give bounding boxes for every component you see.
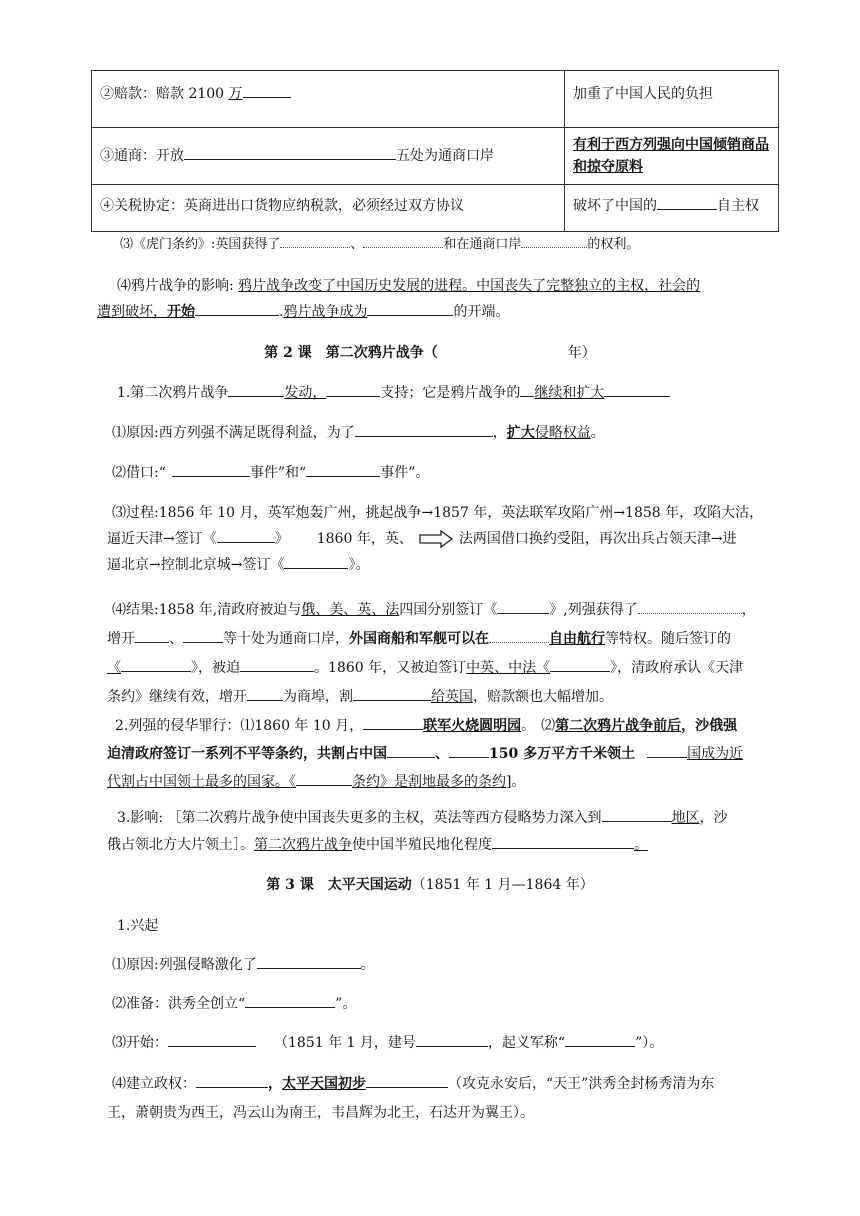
text-segment: 第二次鸦片战争 — [254, 837, 352, 853]
text-segment: 1860 年，英、 — [316, 531, 413, 547]
fill-blank[interactable] — [121, 657, 191, 672]
fill-blank[interactable] — [497, 599, 549, 614]
fill-blank[interactable] — [353, 686, 431, 701]
text-segment: 俄占领北方大片领土］。 — [107, 837, 254, 853]
text-segment: 、 — [435, 746, 449, 762]
treaty-table — [91, 70, 779, 232]
fill-blank[interactable] — [657, 195, 717, 210]
fill-blank[interactable] — [387, 743, 435, 758]
cell-text: 加重了中国人民的负担 — [573, 86, 713, 102]
fill-blank[interactable] — [280, 234, 350, 248]
text-segment: 为商埠，割 — [283, 689, 353, 705]
fill-blank[interactable] — [604, 382, 670, 397]
text-segment: 》，被迫 — [191, 660, 240, 676]
text-segment: 发动， — [284, 385, 327, 401]
text-segment: ⑶《虎门条约》:英国获得了 — [120, 237, 281, 252]
text-segment: 事件”和“ — [249, 465, 307, 481]
table-cell — [565, 128, 779, 185]
text-segment: ， — [492, 425, 507, 441]
text-segment: 联军火烧圆明园 — [423, 718, 522, 734]
fill-blank[interactable] — [363, 234, 443, 248]
text-segment: 等十处为通商口岸， — [223, 631, 349, 647]
table-row — [92, 185, 779, 232]
text-segment: 太平天国初步 — [282, 1076, 366, 1092]
text-segment: 代割占中国领土最多的国家。《 — [107, 774, 296, 790]
table-row — [92, 71, 779, 128]
text-segment: 第 2 课 第二次鸦片战争（ — [264, 345, 438, 361]
text-segment: 。1860 年，又被迫签订 — [314, 660, 467, 676]
fill-blank[interactable] — [245, 993, 335, 1008]
fill-blank[interactable] — [520, 382, 534, 397]
right-arrow-icon — [419, 530, 453, 548]
text-segment: 增开 — [107, 631, 135, 647]
text-segment: 的开端。 — [453, 304, 510, 320]
lesson3-rise: 1.兴起 — [117, 918, 159, 934]
text-segment: ⑷建立政权： — [112, 1076, 196, 1092]
lesson-3-title — [0, 874, 860, 894]
lesson-2-title — [0, 342, 860, 362]
text-segment: 四国分别签订《 — [399, 602, 498, 618]
text-segment: 。 — [634, 837, 648, 853]
fill-blank[interactable] — [565, 1032, 635, 1047]
text-segment: 事件”。 — [380, 465, 430, 481]
text-segment: 鸦片战争成为 — [283, 304, 368, 320]
text-segment: 条约》继续有效，增开 — [107, 689, 247, 705]
fill-blank[interactable] — [257, 954, 361, 969]
text-segment: ，沙俄强 — [681, 718, 738, 734]
text-segment: 年） — [567, 345, 596, 361]
text-segment: 1.第二次鸦片战争 — [117, 385, 229, 401]
lesson2-result — [107, 596, 780, 712]
cell-text: ②赔款：赔款 2100 — [100, 86, 229, 102]
fill-blank[interactable] — [217, 528, 275, 543]
text-segment: 地区 — [671, 810, 700, 826]
text-segment: ，沙 — [699, 810, 728, 826]
text-segment: 中英、中法 — [466, 660, 537, 676]
text-segment: （攻克永安后，“天王”洪秀全封杨秀清为东 — [448, 1076, 715, 1092]
cell-text: 破坏了中国的 — [573, 198, 657, 214]
text-segment: 扩大 — [506, 425, 535, 441]
text-segment: . — [279, 304, 284, 320]
text-segment: 俄、美、英、法 — [301, 602, 400, 618]
cell-underlined-text: 万 — [228, 86, 243, 102]
text-segment: ⑵借口:“ — [112, 465, 166, 481]
fill-blank[interactable] — [284, 554, 348, 569]
text-segment: 《 — [536, 660, 551, 676]
text-segment: ⑴原因:西方列强不满足既得利益，为了 — [112, 425, 355, 441]
text-segment: 。 — [590, 425, 605, 441]
fill-blank[interactable] — [449, 743, 489, 758]
text-segment: ]。 — [506, 774, 526, 790]
text-segment: ”）。 — [635, 1035, 664, 1051]
text-segment: 第 3 课 太平天国运动 — [266, 877, 412, 893]
text-segment: 、 — [169, 631, 183, 647]
table-cell — [92, 71, 565, 128]
table-cell — [565, 71, 779, 128]
text-segment: 国成为近 — [687, 746, 744, 762]
text-segment: ⑶过程:1856 年 10 月，英军炮轰广州，挑起战争→1857 年，英法联军攻陷广州→1858 年，攻陷大沽， — [112, 505, 764, 521]
fill-blank[interactable] — [638, 599, 742, 614]
lesson2-impact — [107, 805, 780, 859]
table-cell — [92, 185, 565, 232]
lesson2-cause — [112, 420, 780, 446]
text-segment: 的权利。 — [587, 237, 640, 252]
fill-blank[interactable] — [228, 382, 284, 397]
cell-text: ③通商：开放 — [100, 148, 184, 164]
text-segment: 。 — [521, 718, 536, 734]
fill-blank[interactable] — [521, 234, 587, 248]
fill-blank[interactable] — [416, 1032, 488, 1047]
fill-blank[interactable] — [247, 686, 283, 701]
text-segment: ⑷结果:1858 年,清政府被迫与 — [112, 602, 302, 618]
lesson3-cause — [112, 952, 780, 978]
text-segment: 开始 — [167, 304, 195, 320]
text-segment: 条约》是割地最多的条约 — [352, 774, 506, 790]
fill-blank[interactable] — [296, 771, 352, 786]
cell-text: ④关税协定：英商进出口货物应纳税款，必须经过双方协议 — [100, 198, 464, 214]
text-segment: 第二次鸦片战争前后 — [555, 718, 682, 734]
fill-blank[interactable] — [367, 301, 453, 316]
cell-text: 自主权 — [717, 198, 759, 214]
text-segment: ⑷鸦片战争的影响: — [117, 278, 239, 294]
text-segment: 使中国半殖民地化程度 — [352, 837, 492, 853]
fill-blank[interactable] — [243, 83, 291, 98]
fill-blank[interactable] — [306, 462, 380, 477]
text-segment: 给英国 — [431, 689, 473, 705]
text-segment: ⑴原因:列强侵略激化了 — [112, 957, 257, 973]
opium-war-impact — [97, 273, 780, 325]
text-segment: 。 — [360, 957, 375, 973]
fill-blank[interactable] — [135, 628, 169, 643]
text-segment: ⑵ — [541, 718, 556, 734]
fill-blank[interactable] — [196, 1073, 268, 1088]
fill-blank[interactable] — [550, 657, 610, 672]
text-segment: 《 — [107, 660, 121, 676]
table-cell — [565, 185, 779, 232]
fill-blank[interactable] — [184, 145, 396, 160]
text-segment: 遭到破坏， — [97, 304, 167, 320]
text-segment: 》。 — [348, 557, 370, 573]
fill-blank[interactable] — [183, 628, 223, 643]
text-segment: 》 — [274, 531, 289, 547]
cell-text: 有利于西方列强向中国倾销商品和掠夺原料 — [573, 137, 769, 175]
text-segment: 外国商船和军舰可以在 — [349, 631, 489, 647]
fill-blank[interactable] — [168, 1032, 256, 1047]
fill-blank[interactable] — [355, 422, 493, 437]
text-segment: ， — [268, 1076, 282, 1092]
fill-blank[interactable] — [172, 462, 250, 477]
cell-text: 五处为通商口岸 — [396, 148, 494, 164]
text-segment: ，起义军称“ — [487, 1035, 566, 1051]
fill-blank[interactable] — [363, 715, 423, 730]
text-segment: 逼北京→控制北京城→签订《 — [107, 557, 285, 573]
text-segment: （1851 年 1 月，建号 — [274, 1035, 416, 1051]
lesson2-process — [107, 500, 780, 578]
text-segment: 和在通商口岸 — [443, 237, 522, 252]
lesson2-crimes — [107, 712, 780, 796]
text-segment: ⑵准备：洪秀全创立“ — [112, 996, 246, 1012]
text-segment: （1851 年 1 月—1864 年） — [411, 877, 594, 893]
fill-blank[interactable] — [240, 657, 314, 672]
text-segment: ，赔款额也大幅增加。 — [473, 689, 613, 705]
fill-blank[interactable] — [195, 301, 279, 316]
text-segment: 继续和扩大 — [534, 385, 605, 401]
text-segment: 自由航行 — [549, 631, 605, 647]
fill-blank[interactable] — [602, 807, 672, 822]
text-segment: 支持；它是鸦片战争的 — [380, 385, 521, 401]
text-segment: 法两国借口换约受阻，再次出兵占领天津→进 — [458, 531, 737, 547]
text-segment: ， — [741, 602, 756, 618]
humen-treaty-line — [120, 232, 788, 258]
fill-blank[interactable] — [647, 743, 687, 758]
text-segment: 》，清政府承认《天津 — [610, 660, 744, 676]
fill-blank[interactable] — [492, 834, 634, 849]
table-row — [92, 128, 779, 185]
table-cell — [92, 128, 565, 185]
text-segment: 3.影响: ［第二次鸦片战争使中国丧失更多的主权，英法等西方侵略势力深入到 — [117, 810, 602, 826]
text-segment: 逼近天津→签订《 — [107, 531, 217, 547]
text-segment: 迫清政府签订一系列不平等条约，共割占中国 — [107, 746, 387, 762]
text-segment: 、 — [350, 237, 364, 252]
lesson3-start — [112, 1030, 780, 1056]
lesson3-regime — [107, 1070, 780, 1128]
lesson3-preparation — [112, 991, 780, 1017]
text-segment: 等特权。随后签订的 — [605, 631, 731, 647]
fill-blank[interactable] — [366, 1073, 448, 1088]
lesson2-item-1 — [117, 380, 785, 406]
text-segment: 侵略权益 — [534, 425, 591, 441]
text-segment: 》,列强获得了 — [549, 602, 638, 618]
fill-blank[interactable] — [326, 382, 380, 397]
text-segment: 王，萧朝贵为西王，冯云山为南王，韦昌辉为北王，石达开为翼王）。 — [107, 1105, 534, 1121]
text-segment: ”。 — [335, 996, 357, 1012]
text-segment: ⑶开始： — [112, 1035, 168, 1051]
fill-blank[interactable] — [489, 628, 549, 643]
text-segment: 2.列强的侵华罪行：⑴1860 年 10 月， — [115, 718, 364, 734]
text-segment: 鸦片战争改变了中国历史发展的进程。中国丧失了完整独立的主权，社会的 — [238, 278, 701, 294]
lesson2-pretext — [112, 460, 780, 486]
text-segment: 150 多万平方千米领土 — [489, 746, 636, 762]
